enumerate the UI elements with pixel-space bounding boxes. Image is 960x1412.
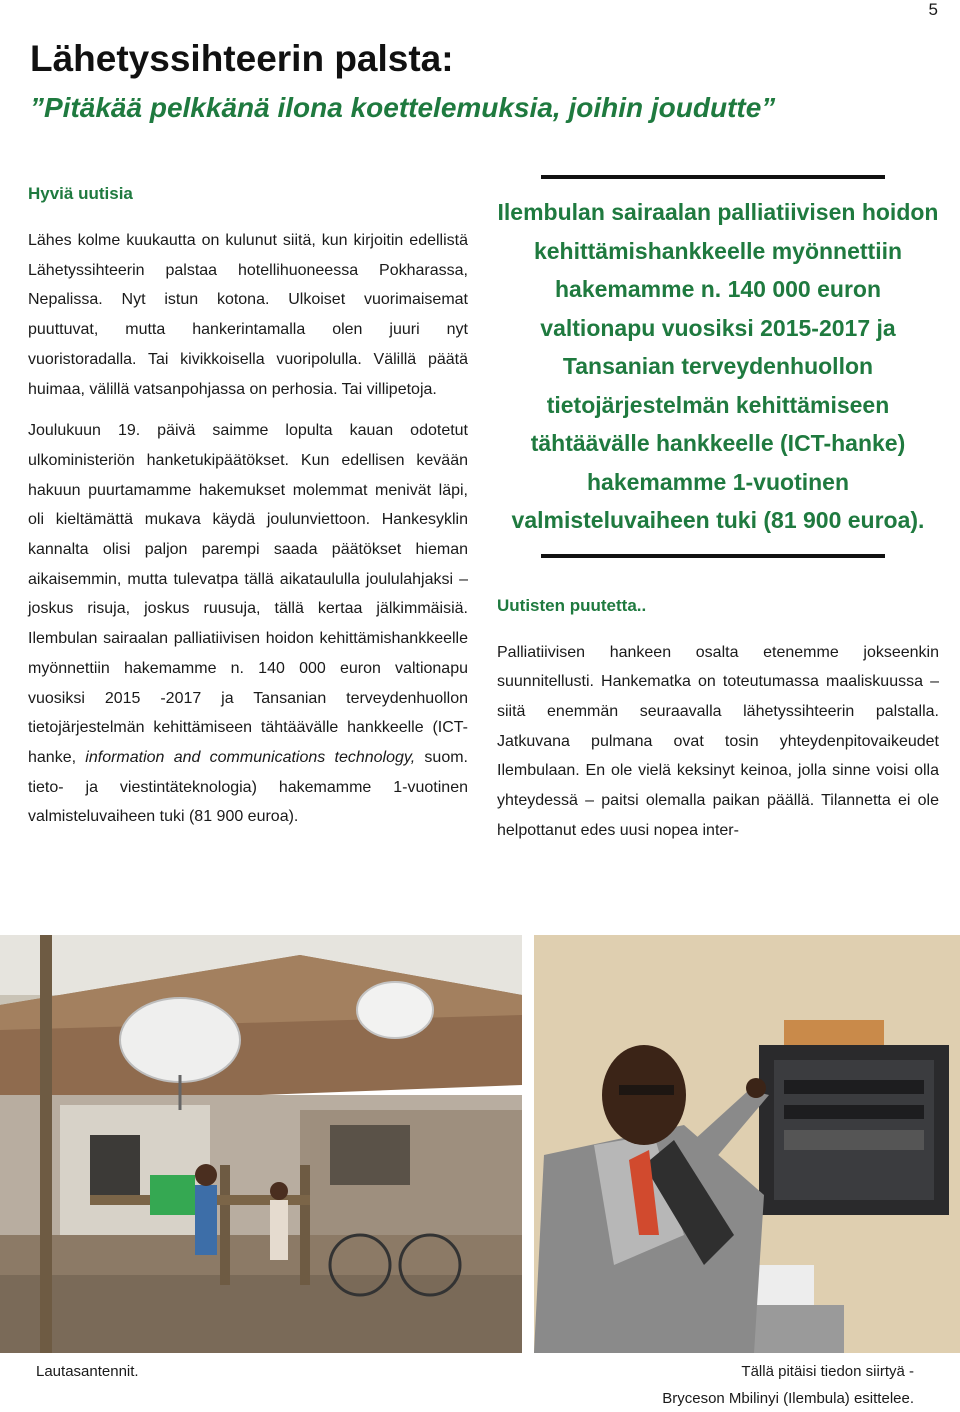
satellite-dishes-photo — [0, 935, 522, 1353]
pull-quote-top-rule — [541, 175, 885, 179]
caption-network-cabinet — [662, 1358, 914, 1412]
caption-network-cabinet-line2: Bryceson Mbilinyi (Ilembula) esittelee. — [662, 1390, 914, 1407]
page-number: 5 — [928, 0, 938, 19]
page-title: Lähetyssihteerin palsta: — [30, 38, 454, 79]
paragraph-decisions-italic: information and communications technology, — [85, 748, 416, 766]
caption-satellite-dishes: Lautasantennit. — [36, 1363, 139, 1380]
right-column — [497, 175, 939, 845]
left-column — [28, 184, 468, 832]
section-heading-lack-of-news: Uutisten puutetta.. — [497, 595, 647, 615]
pull-quote: Ilembulan sairaalan palliatiivisen hoidon kehittämishankkeelle myönnettiin hakemamme n. 140 000 euron valtionapu vuosiksi 2015-2017 ja Tansanian terveydenhuollon tietojärjestelmän kehittämiseen tähtäävälle hankkeelle (ICT-hanke) hakemamme 1-vuotinen valmisteluvaiheen tuki (81 900 euroa). — [497, 199, 939, 533]
paragraph-decisions — [28, 416, 468, 832]
network-cabinet-photo — [534, 935, 960, 1353]
paragraph-decisions-text: Joulukuun 19. päivä saimme lopulta kauan odotetut ulkoministeriön hanketukipäätökset. Kun edellisen kevään hakuun puurtamamme hakemukset molemmat menivät läpi, oli kieltämättä mukava käydä joulunviettoon. Hankesyklin kannalta olisi paljon parempi saada päätökset hieman aikaisemmin, mutta tulevatpa tällä aikataululla joululahjaksi – joskus risuja, joskus ruusuja, tällä kertaa jälkimmäisiä. Ilembulan sairaalan palliatiivisen hoidon kehittämishankkeelle myönnettiin hakemamme n. 140 000 euron valtionapu vuosiksi 2015 -2017 ja Tansanian terveydenhuollon tietojärjestelmän kehittämiseen tähtäävälle hankkeelle (ICT-hanke, — [28, 422, 468, 766]
section-heading-good-news: Hyviä uutisia — [28, 184, 133, 203]
paragraph-project-status: Palliatiivisen hankeen osalta etenemme jokseenkin suunnitellusti. Hankematka on toteutumassa maaliskuussa – siitä enemmän seuraavalla lähetyssihteerin palstalla. Jatkuvana pulmana ovat tosin yhteydenpitovaikeudet Ilembulaan. En ole vielä keksinyt keinoa, jolla sinne voisi olla yhteydessä – paitsi olemalla paikan päällä. Tilannetta ei ole helpottanut edes uusi nopea inter- — [497, 643, 939, 839]
page-subtitle: ”Pitäkää pelkkänä ilona koettelemuksia, joihin joudutte” — [30, 92, 776, 123]
paragraph-decisions-text-end: suom. tieto- ja viestintäteknologia) hakemamme 1-vuotinen valmisteluvaiheen tuki (81 900 euroa). — [28, 748, 468, 826]
caption-network-cabinet-line1: Tällä pitäisi tiedon siirtyä - — [741, 1363, 914, 1380]
paragraph-intro: Lähes kolme kuukautta on kulunut siitä, kun kirjoitin edellistä Lähetyssihteerin palstaa hotellihuoneessa Pokharassa, Nepalissa. Nyt istun kotona. Ulkoiset vuorimaisemat puuttuvat, mutta hankerintamalla olen juuri nyt vuoristoradalla. Tai kivikkoisella vuoripolulla. Välillä päätä huimaa, välillä vatsanpohjassa on perhosia. Tai villipetoja. — [28, 232, 468, 398]
